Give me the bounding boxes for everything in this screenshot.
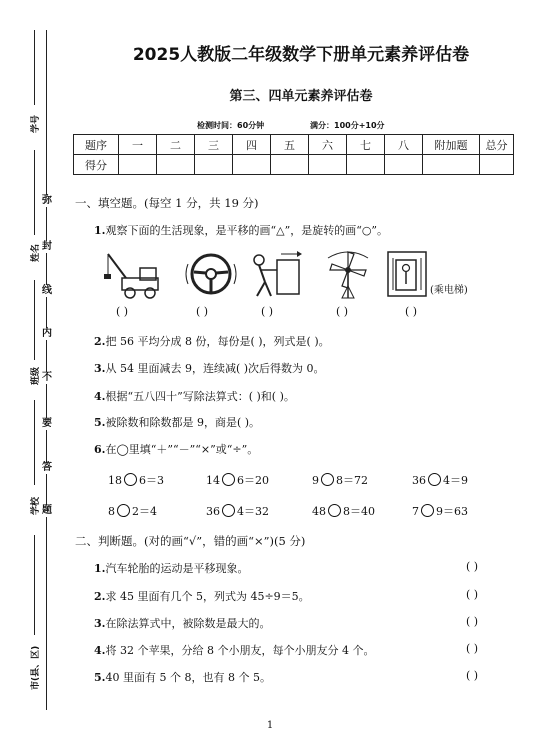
answer-paren[interactable]: ( ) xyxy=(261,305,274,318)
field-student-id-line xyxy=(34,30,35,105)
question-number: 3. xyxy=(94,617,106,630)
question-2-3 xyxy=(94,615,270,631)
field-district-line xyxy=(34,535,35,635)
score-cell[interactable] xyxy=(480,155,514,175)
field-district: 市(县、区) xyxy=(31,645,41,690)
question-1-4 xyxy=(94,388,295,404)
operator-circle[interactable] xyxy=(117,504,130,517)
seal-char: 封 xyxy=(42,241,52,252)
answer-paren[interactable]: ( ) xyxy=(466,615,479,628)
question-number: 4. xyxy=(94,390,106,403)
question-number: 2. xyxy=(94,590,106,603)
score-cell[interactable] xyxy=(385,155,423,175)
column-header: 四 xyxy=(233,135,271,155)
column-header: 三 xyxy=(195,135,233,155)
section-2-heading: 二、判断题。(对的画“√”，错的画“×”)(5 分) xyxy=(75,534,306,548)
operator-circle[interactable] xyxy=(321,473,334,486)
question-2-4 xyxy=(94,642,374,658)
field-class-line xyxy=(34,280,35,360)
question-text: 汽车轮胎的运动是平移现象。 xyxy=(105,562,249,575)
equation: 18 6＝3 xyxy=(108,474,164,487)
operator-circle[interactable] xyxy=(222,473,235,486)
question-text: 在除法算式中，被除数是最大的。 xyxy=(105,617,271,630)
question-text: 求 45 里面有几个 5，列式为 45÷9＝5。 xyxy=(105,590,310,603)
page-subtitle: 第三、四单元素养评估卷 xyxy=(229,89,373,104)
column-header: 一 xyxy=(119,135,157,155)
windmill-icon xyxy=(318,250,380,300)
question-text: 根据“五八四十”写除法算式：( )和( )。 xyxy=(105,390,295,403)
equation: 36 4＝32 xyxy=(206,505,269,518)
score-table xyxy=(73,134,514,175)
seal-char: 内 xyxy=(42,328,52,339)
question-number: 6. xyxy=(94,443,106,456)
question-1-2 xyxy=(94,333,330,349)
score-cell[interactable] xyxy=(233,155,271,175)
table-row xyxy=(74,135,514,155)
question-2-2 xyxy=(94,588,310,604)
equation: 9 8＝72 xyxy=(312,474,368,487)
seal-char: 线 xyxy=(42,285,52,296)
question-1-5 xyxy=(94,414,260,430)
question-text: 40 里面有 5 个 8，也有 8 个 5。 xyxy=(105,671,271,684)
question-number: 5. xyxy=(94,416,106,429)
question-1-1 xyxy=(94,222,388,238)
answer-paren[interactable]: ( ) xyxy=(116,305,129,318)
question-text: 被除数和除数都是 9，商是( )。 xyxy=(105,416,261,429)
answer-paren[interactable]: ( ) xyxy=(466,588,479,601)
steering-wheel-icon xyxy=(180,250,242,300)
field-school: 学校 xyxy=(31,496,41,515)
equation: 48 8＝40 xyxy=(312,505,375,518)
equation: 8 2＝4 xyxy=(108,505,157,518)
question-number: 2. xyxy=(94,335,106,348)
exam-score: 满分：100分+10分 xyxy=(310,121,385,130)
column-header: 附加题 xyxy=(423,135,480,155)
seal-char: 不 xyxy=(42,372,52,383)
question-number: 5. xyxy=(94,671,106,684)
page-number: 1 xyxy=(266,720,274,731)
equation: 36 4＝9 xyxy=(412,474,468,487)
question-1-3 xyxy=(94,360,325,376)
exam-time: 检测时间：60分钟 xyxy=(197,121,265,130)
score-cell[interactable] xyxy=(195,155,233,175)
operator-circle[interactable] xyxy=(421,504,434,517)
page-title: 2025人教版二年级数学下册单元素养评估卷 xyxy=(132,45,470,65)
seal-line xyxy=(46,30,47,710)
section-1-heading: 一、填空题。(每空 1 分，共 19 分) xyxy=(75,196,259,210)
table-row xyxy=(74,155,514,175)
question-number: 4. xyxy=(94,644,106,657)
question-number: 1. xyxy=(94,562,106,575)
seal-char: 弥 xyxy=(42,195,52,206)
field-class: 班级 xyxy=(31,366,41,385)
question-number: 1. xyxy=(94,224,106,237)
operator-circle[interactable] xyxy=(222,504,235,517)
question-2-1 xyxy=(94,560,248,576)
column-header: 五 xyxy=(271,135,309,155)
elevator-caption: (乘电梯) xyxy=(430,285,468,296)
binding-margin xyxy=(0,0,60,739)
equation: 7 9＝63 xyxy=(412,505,468,518)
score-cell[interactable] xyxy=(309,155,347,175)
field-name: 姓名 xyxy=(31,243,41,262)
answer-paren[interactable]: ( ) xyxy=(405,305,418,318)
score-cell[interactable] xyxy=(423,155,480,175)
seal-char: 题 xyxy=(42,505,52,516)
row-label: 题序 xyxy=(74,135,119,155)
field-name-line xyxy=(34,150,35,235)
answer-paren[interactable]: ( ) xyxy=(466,560,479,573)
score-cell[interactable] xyxy=(271,155,309,175)
equation: 14 6＝20 xyxy=(206,474,269,487)
answer-paren[interactable]: ( ) xyxy=(196,305,209,318)
column-header: 二 xyxy=(157,135,195,155)
question-2-5 xyxy=(94,669,271,685)
score-cell[interactable] xyxy=(157,155,195,175)
operator-circle[interactable] xyxy=(124,473,137,486)
column-header: 七 xyxy=(347,135,385,155)
row-label: 得分 xyxy=(74,155,119,175)
question-1-6 xyxy=(94,441,258,457)
answer-paren[interactable]: ( ) xyxy=(466,642,479,655)
column-header: 八 xyxy=(385,135,423,155)
question-text: 把 56 平均分成 8 份，每份是( )，列式是( )。 xyxy=(105,335,330,348)
question-text: 将 32 个苹果，分给 8 个小朋友，每个小朋友分 4 个。 xyxy=(105,644,375,657)
question-number: 3. xyxy=(94,362,106,375)
seal-char: 答 xyxy=(42,462,52,473)
field-school-line xyxy=(34,400,35,485)
push-box-icon xyxy=(247,250,307,300)
answer-paren[interactable]: ( ) xyxy=(336,305,349,318)
operator-circle[interactable] xyxy=(428,473,441,486)
question-text: 观察下面的生活现象，是平移的画“△”，是旋转的画“○”。 xyxy=(105,224,389,237)
crane-truck-icon xyxy=(100,250,162,300)
score-cell[interactable] xyxy=(119,155,157,175)
operator-circle[interactable] xyxy=(328,504,341,517)
column-header: 总分 xyxy=(480,135,514,155)
elevator-icon xyxy=(384,250,432,300)
field-student-id: 学号 xyxy=(31,114,41,133)
score-cell[interactable] xyxy=(347,155,385,175)
column-header: 六 xyxy=(309,135,347,155)
question-text: 在◯里填“＋”“－”“×”或“÷”。 xyxy=(105,443,259,456)
seal-char: 要 xyxy=(42,418,52,429)
question-text: 从 54 里面减去 9，连续减( )次后得数为 0。 xyxy=(105,362,325,375)
answer-paren[interactable]: ( ) xyxy=(466,669,479,682)
